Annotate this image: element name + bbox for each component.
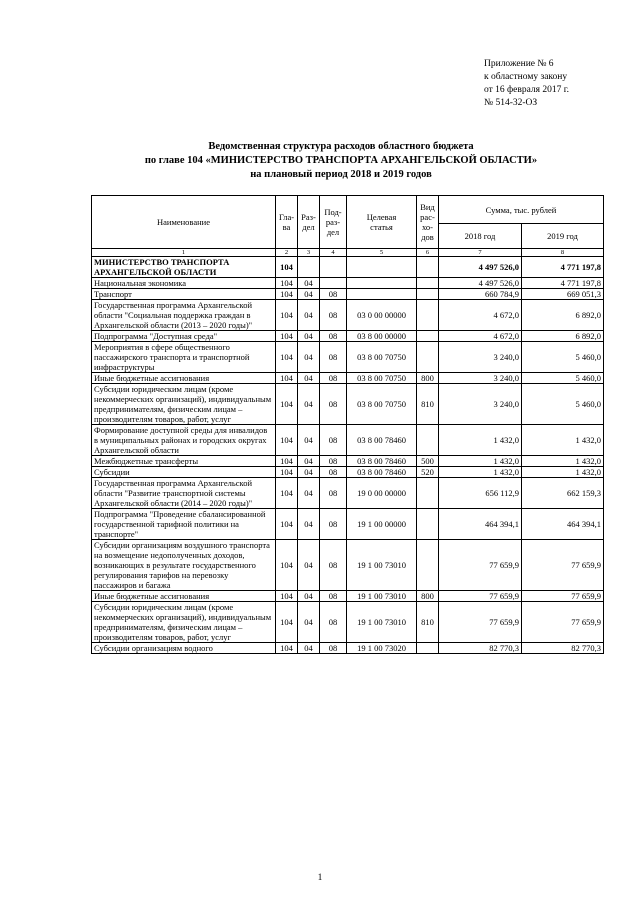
cell-vid: [417, 278, 439, 289]
cell-celevaya: 03 8 00 70750: [347, 373, 417, 384]
cell-vid: [417, 289, 439, 300]
cell-razdel: 04: [298, 425, 320, 456]
cell-glava: 104: [276, 384, 298, 425]
cell-vid: [417, 643, 439, 654]
cell-2019: 77 659,9: [522, 591, 604, 602]
cell-2018: 4 672,0: [439, 300, 522, 331]
appendix-date-line: от 16 февраля 2017 г.: [484, 85, 569, 95]
table-row: [92, 373, 604, 384]
cell-podrazdel: 08: [320, 540, 347, 591]
column-number: 7: [439, 249, 522, 257]
cell-2019: 77 659,9: [522, 540, 604, 591]
cell-2019: 669 051,3: [522, 289, 604, 300]
column-number-row: [92, 249, 604, 257]
header-celevaya: Целевая статья: [347, 196, 417, 249]
cell-name: Субсидии организациям водного: [92, 643, 276, 654]
column-number: 4: [320, 249, 347, 257]
cell-2018: 656 112,9: [439, 478, 522, 509]
cell-podrazdel: 08: [320, 643, 347, 654]
cell-razdel: 04: [298, 342, 320, 373]
cell-celevaya: 03 8 00 70750: [347, 384, 417, 425]
cell-vid: 800: [417, 373, 439, 384]
cell-podrazdel: 08: [320, 289, 347, 300]
table-row: [92, 342, 604, 373]
cell-celevaya: 03 8 00 00000: [347, 331, 417, 342]
page-number: 1: [317, 873, 323, 883]
cell-2018: 3 240,0: [439, 384, 522, 425]
cell-2019: 1 432,0: [522, 467, 604, 478]
cell-podrazdel: 08: [320, 478, 347, 509]
cell-2018: 82 770,3: [439, 643, 522, 654]
table-row: [92, 602, 604, 643]
appendix-number-line: № 514-32-ОЗ: [484, 98, 538, 108]
cell-name: Формирование доступной среды для инвалидов в муниципальных районах и городских округах Архангельской области: [92, 425, 276, 456]
header-2019: 2019 год: [522, 224, 604, 249]
cell-celevaya: [347, 257, 417, 278]
cell-vid: [417, 342, 439, 373]
cell-razdel: 04: [298, 384, 320, 425]
header-2018: 2018 год: [439, 224, 522, 249]
title-line-2: по главе 104 «МИНИСТЕРСТВО ТРАНСПОРТА АРХАНГЕЛЬСКОЙ ОБЛАСТИ»: [144, 155, 538, 166]
cell-glava: 104: [276, 425, 298, 456]
cell-podrazdel: 08: [320, 456, 347, 467]
cell-2019: 6 892,0: [522, 300, 604, 331]
appendix-line: Приложение № 6: [484, 59, 554, 69]
cell-glava: 104: [276, 373, 298, 384]
cell-vid: [417, 509, 439, 540]
cell-vid: 800: [417, 591, 439, 602]
cell-razdel: 04: [298, 331, 320, 342]
cell-podrazdel: 08: [320, 342, 347, 373]
cell-2019: 77 659,9: [522, 602, 604, 643]
column-number: 3: [298, 249, 320, 257]
cell-razdel: 04: [298, 540, 320, 591]
header-name: Наименование: [92, 196, 276, 249]
cell-2018: 464 394,1: [439, 509, 522, 540]
cell-vid: [417, 478, 439, 509]
cell-glava: 104: [276, 540, 298, 591]
cell-celevaya: 19 0 00 00000: [347, 478, 417, 509]
cell-2018: 77 659,9: [439, 540, 522, 591]
cell-vid: 810: [417, 384, 439, 425]
cell-2019: 1 432,0: [522, 456, 604, 467]
cell-name: Национальная экономика: [92, 278, 276, 289]
column-number: 2: [276, 249, 298, 257]
cell-2018: 77 659,9: [439, 591, 522, 602]
header-podrazdel: Под- раз- дел: [320, 196, 347, 249]
column-number: 1: [92, 249, 276, 257]
cell-name: Межбюджетные трансферты: [92, 456, 276, 467]
cell-celevaya: 19 1 00 73010: [347, 540, 417, 591]
cell-razdel: 04: [298, 300, 320, 331]
cell-name: Мероприятия в сфере общественного пассажирского транспорта и транспортной инфраструктуры: [92, 342, 276, 373]
cell-2018: 4 497 526,0: [439, 278, 522, 289]
cell-name: Иные бюджетные ассигнования: [92, 591, 276, 602]
cell-2019: 4 771 197,8: [522, 257, 604, 278]
cell-2019: 5 460,0: [522, 342, 604, 373]
cell-razdel: 04: [298, 602, 320, 643]
table-row: [92, 300, 604, 331]
cell-2018: 1 432,0: [439, 425, 522, 456]
cell-vid: [417, 331, 439, 342]
cell-2019: 6 892,0: [522, 331, 604, 342]
cell-podrazdel: 08: [320, 602, 347, 643]
appendix-law-line: к областному закону: [484, 72, 568, 82]
table-row: [92, 289, 604, 300]
cell-podrazdel: 08: [320, 384, 347, 425]
cell-celevaya: 03 8 00 78460: [347, 456, 417, 467]
cell-razdel: 04: [298, 289, 320, 300]
table-row: [92, 509, 604, 540]
cell-podrazdel: 08: [320, 425, 347, 456]
cell-vid: [417, 257, 439, 278]
cell-razdel: 04: [298, 591, 320, 602]
cell-2019: 662 159,3: [522, 478, 604, 509]
cell-celevaya: [347, 289, 417, 300]
cell-2019: 4 771 197,8: [522, 278, 604, 289]
cell-2019: 82 770,3: [522, 643, 604, 654]
document-title: [80, 140, 602, 182]
appendix-note: [484, 58, 569, 110]
cell-celevaya: [347, 278, 417, 289]
cell-glava: 104: [276, 257, 298, 278]
cell-glava: 104: [276, 331, 298, 342]
cell-podrazdel: 08: [320, 591, 347, 602]
cell-celevaya: 03 8 00 78460: [347, 467, 417, 478]
cell-razdel: 04: [298, 373, 320, 384]
table-row: [92, 478, 604, 509]
cell-glava: 104: [276, 467, 298, 478]
header-razdel: Раз- дел: [298, 196, 320, 249]
cell-name: Иные бюджетные ассигнования: [92, 373, 276, 384]
cell-celevaya: 19 1 00 00000: [347, 509, 417, 540]
table-row: [92, 591, 604, 602]
cell-2018: 1 432,0: [439, 467, 522, 478]
cell-2018: 4 497 526,0: [439, 257, 522, 278]
table-row: [92, 540, 604, 591]
cell-podrazdel: 08: [320, 467, 347, 478]
table-row: [92, 425, 604, 456]
cell-celevaya: 03 8 00 70750: [347, 342, 417, 373]
cell-celevaya: 19 1 00 73020: [347, 643, 417, 654]
cell-glava: 104: [276, 591, 298, 602]
table-row: [92, 257, 604, 278]
cell-razdel: 04: [298, 456, 320, 467]
header-glava: Гла- ва: [276, 196, 298, 249]
cell-glava: 104: [276, 300, 298, 331]
table-row: [92, 456, 604, 467]
header-vid: Вид рас- хо- дов: [417, 196, 439, 249]
cell-glava: 104: [276, 456, 298, 467]
cell-name: Субсидии организациям воздушного транспорта на возмещение недополученных доходов, возникающих в результате государственного регулирования тарифов на перевозку пассажиров и багажа: [92, 540, 276, 591]
column-number: 5: [347, 249, 417, 257]
cell-razdel: 04: [298, 278, 320, 289]
cell-glava: 104: [276, 509, 298, 540]
cell-celevaya: 19 1 00 73010: [347, 602, 417, 643]
cell-podrazdel: 08: [320, 300, 347, 331]
cell-vid: [417, 425, 439, 456]
cell-vid: 810: [417, 602, 439, 643]
cell-podrazdel: [320, 257, 347, 278]
cell-2018: 1 432,0: [439, 456, 522, 467]
cell-glava: 104: [276, 602, 298, 643]
table-row: [92, 331, 604, 342]
cell-vid: [417, 540, 439, 591]
table-row: [92, 384, 604, 425]
cell-2018: 3 240,0: [439, 373, 522, 384]
cell-name: Подпрограмма "Доступная среда": [92, 331, 276, 342]
cell-name: Субсидии: [92, 467, 276, 478]
cell-razdel: 04: [298, 643, 320, 654]
table-row: [92, 278, 604, 289]
title-line-1: Ведомственная структура расходов областного бюджета: [208, 141, 474, 152]
cell-glava: 104: [276, 278, 298, 289]
cell-podrazdel: 08: [320, 373, 347, 384]
cell-2018: 3 240,0: [439, 342, 522, 373]
cell-razdel: 04: [298, 467, 320, 478]
cell-vid: 520: [417, 467, 439, 478]
cell-podrazdel: 08: [320, 331, 347, 342]
cell-glava: 104: [276, 342, 298, 373]
cell-name: Государственная программа Архангельской области "Развитие транспортной системы Архангельской области (2014 – 2020 годы)": [92, 478, 276, 509]
cell-razdel: 04: [298, 478, 320, 509]
cell-2018: 77 659,9: [439, 602, 522, 643]
cell-glava: 104: [276, 289, 298, 300]
cell-2019: 1 432,0: [522, 425, 604, 456]
cell-2018: 4 672,0: [439, 331, 522, 342]
cell-glava: 104: [276, 478, 298, 509]
title-line-3: на плановый период 2018 и 2019 годов: [250, 169, 432, 180]
table-row: [92, 467, 604, 478]
cell-name: Субсидии юридическим лицам (кроме некоммерческих организаций), индивидуальным предпринимателям, физическим лицам – производителям товаров, работ, услуг: [92, 602, 276, 643]
cell-name: МИНИСТЕРСТВО ТРАНСПОРТА АРХАНГЕЛЬСКОЙ ОБЛАСТИ: [92, 257, 276, 278]
column-number: 8: [522, 249, 604, 257]
cell-name: Подпрограмма "Проведение сбалансированной государственной тарифной политики на транспорте": [92, 509, 276, 540]
cell-razdel: 04: [298, 509, 320, 540]
cell-name: Государственная программа Архангельской области "Социальная поддержка граждан в Архангельской области (2013 – 2020 годы)": [92, 300, 276, 331]
cell-vid: [417, 300, 439, 331]
cell-name: Транспорт: [92, 289, 276, 300]
cell-name: Субсидии юридическим лицам (кроме некоммерческих организаций), индивидуальным предпринимателям, физическим лицам – производителям товаров, работ, услуг: [92, 384, 276, 425]
column-number: 6: [417, 249, 439, 257]
cell-celevaya: 19 1 00 73010: [347, 591, 417, 602]
cell-celevaya: 03 0 00 00000: [347, 300, 417, 331]
header-summa: Сумма, тыс. рублей: [439, 196, 604, 224]
cell-razdel: [298, 257, 320, 278]
cell-2019: 5 460,0: [522, 384, 604, 425]
cell-podrazdel: 08: [320, 509, 347, 540]
table-row: [92, 643, 604, 654]
budget-table: [91, 195, 604, 654]
cell-2018: 660 784,9: [439, 289, 522, 300]
cell-2019: 5 460,0: [522, 373, 604, 384]
cell-2019: 464 394,1: [522, 509, 604, 540]
cell-podrazdel: [320, 278, 347, 289]
cell-glava: 104: [276, 643, 298, 654]
cell-celevaya: 03 8 00 78460: [347, 425, 417, 456]
cell-vid: 500: [417, 456, 439, 467]
